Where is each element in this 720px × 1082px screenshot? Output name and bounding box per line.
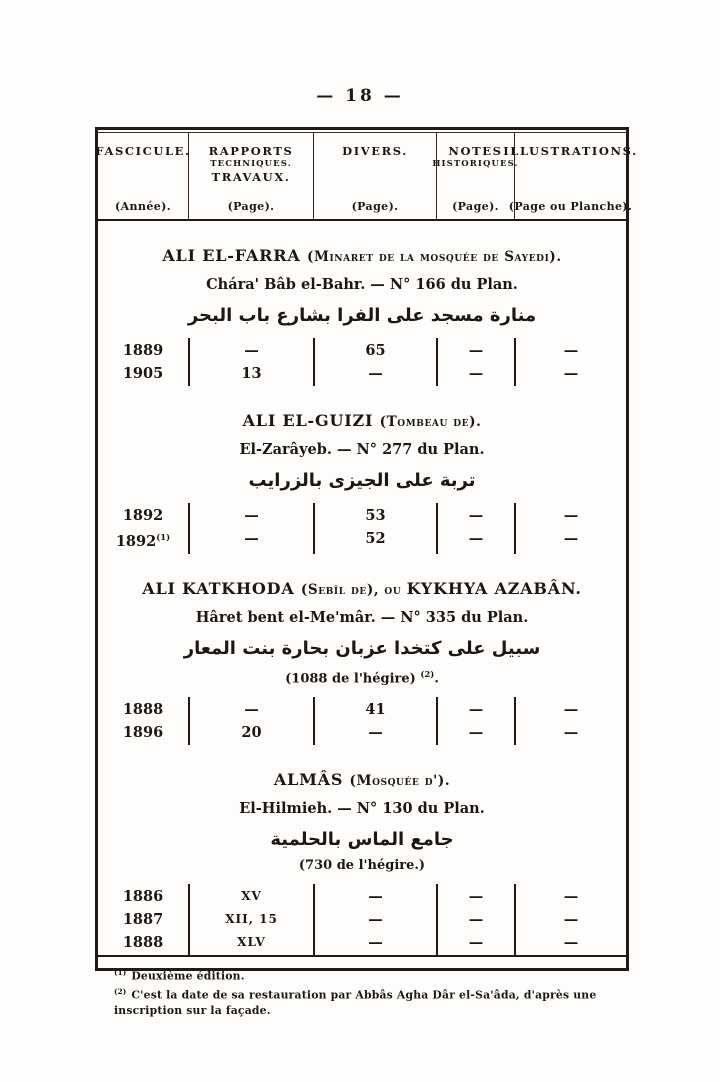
value-cell: 13: [241, 365, 262, 382]
entry-location: Hâret bent el-Me'mâr. — N° 335 du Plan.: [195, 608, 529, 626]
value-cell: 41: [365, 701, 386, 719]
footnote-ref: (2): [420, 669, 435, 680]
note-end: .: [434, 671, 439, 687]
header-label: FASCICULE.: [95, 144, 191, 158]
value-cell: —: [563, 342, 579, 359]
col-divers: [313, 503, 436, 554]
entry-name: ALMÂS: [273, 770, 350, 790]
value-cell: —: [244, 701, 259, 719]
entry-name: ALI EL-GUIZI: [242, 411, 380, 430]
entry-name: KYKHYA AZABÂN.: [406, 578, 582, 598]
value-cell: —: [563, 701, 579, 719]
value-cell: —: [563, 530, 579, 547]
header-label: DIVERS.: [342, 144, 408, 158]
header-cell-lines: [342, 144, 408, 158]
value-cell: —: [468, 724, 484, 742]
entry-title: [98, 245, 626, 268]
entry-name-detail: (Mosquée d').: [349, 773, 451, 790]
entry-date-note: [98, 666, 626, 688]
header-cell-lines: [95, 144, 190, 158]
value-cell: XLV: [237, 935, 266, 950]
entry-row-group: [98, 884, 626, 955]
year-value: 1905: [122, 365, 164, 382]
footnote-marker: (1): [114, 968, 127, 978]
col-notes-historiques: [436, 503, 514, 554]
year-value: 1896: [122, 724, 164, 742]
value-cell: —: [244, 507, 259, 524]
header-sublabel: (Année).: [115, 200, 171, 213]
year-cell: [98, 362, 188, 385]
catalog-entry: [98, 745, 626, 955]
entry-row-group: [98, 338, 626, 386]
header-cell-divers: [313, 133, 436, 219]
value-cell: —: [368, 911, 383, 929]
value-cell: —: [563, 934, 579, 952]
header-label: HISTORIQUES.: [432, 159, 519, 169]
value-cell: —: [244, 342, 259, 359]
value-cell: XV: [241, 889, 262, 904]
value-cell: —: [468, 701, 484, 719]
col-fascicule: [98, 338, 188, 386]
header-label: TRAVAUX.: [211, 170, 291, 184]
year-cell: [98, 698, 188, 721]
header-cell-lines: [209, 144, 294, 184]
value-cell: 65: [365, 342, 386, 359]
entry-name: ALI KATKHODA: [142, 578, 301, 598]
col-illustrations: [514, 503, 626, 554]
value-cell: —: [468, 530, 484, 547]
col-illustrations: [514, 884, 626, 955]
header-sublabel: (Page).: [452, 200, 499, 213]
value-cell: —: [563, 888, 579, 906]
entry-name-detail: (Minaret de la mosquée de Sayedi).: [306, 249, 562, 265]
col-notes-historiques: [436, 338, 514, 386]
value-cell: —: [468, 342, 484, 359]
footnote: [114, 965, 614, 984]
entry-arabic-name: تربة على الجيزى بالزرايب: [248, 470, 476, 491]
col-rapports-techniques: [188, 338, 313, 386]
year-cell: [98, 721, 188, 744]
year-cell: [98, 885, 188, 908]
col-notes-historiques: [436, 884, 514, 955]
note-text: (1088 de l'hégire): [285, 671, 421, 687]
value-cell: —: [468, 888, 484, 906]
value-cell: —: [368, 365, 383, 382]
value-cell: 20: [241, 724, 262, 742]
footnote: [114, 984, 614, 1019]
entry-location: El-Zarâyeb. — N° 277 du Plan.: [239, 441, 485, 458]
header-label: TECHNIQUES.: [210, 159, 292, 169]
header-cell-fascicule: [95, 133, 191, 219]
catalog-entry: [98, 221, 626, 386]
year-cell: [98, 527, 188, 553]
header-label: RAPPORTS: [208, 144, 294, 158]
header-sublabel: (Page).: [227, 200, 275, 213]
table-body: [98, 221, 626, 955]
footnotes-section: [98, 955, 626, 1029]
col-divers: [313, 884, 436, 955]
catalog-entry: [98, 554, 626, 745]
note-text: (730 de l'hégire.): [298, 858, 426, 874]
value-cell: 53: [365, 507, 386, 524]
year-cell: [98, 908, 188, 931]
year-value: 1892: [122, 507, 164, 524]
entry-title: [98, 769, 626, 792]
col-fascicule: [98, 503, 188, 554]
entry-title: [98, 578, 626, 601]
catalog-entry: [98, 386, 626, 554]
year-cell: [98, 339, 188, 362]
footnote-text: C'est la date de sa restauration par Abbâs Agha Dâr el-Sa'âda, d'après une inscription sur la façade.: [114, 988, 597, 1018]
value-cell: —: [563, 724, 579, 742]
value-cell: —: [468, 911, 484, 929]
entry-row-group: [98, 697, 626, 745]
year-cell: [98, 504, 188, 527]
col-rapports-techniques: [188, 884, 313, 955]
footnote-text: Deuxième édition.: [131, 969, 245, 983]
header-label: ILLUSTRATIONS.: [503, 144, 638, 158]
entry-arabic-name: جامع الماس بالحلمية: [270, 829, 454, 851]
value-cell: —: [563, 365, 579, 382]
value-cell: —: [368, 724, 383, 742]
footnote-ref: (1): [156, 533, 171, 543]
col-illustrations: [514, 697, 626, 745]
year-value: 1888: [122, 701, 164, 719]
entry-location: El-Hilmieh. — N° 130 du Plan.: [239, 800, 485, 818]
header-label: NOTES: [448, 144, 503, 158]
catalog-table: [95, 127, 638, 1018]
year-value: 1889: [122, 342, 164, 359]
col-divers: [313, 338, 436, 386]
header-cell-lines: [503, 144, 637, 158]
value-cell: —: [563, 507, 579, 524]
entry-arabic-name: منارة مسجد على الفرا بشارع باب البحر: [187, 305, 537, 326]
value-cell: —: [468, 934, 484, 952]
entry-name-detail: (Tombeau de).: [379, 414, 482, 430]
entry-name: ALI EL-FARRA: [162, 246, 307, 265]
page-number: — 18 —: [316, 86, 404, 106]
header-cell-rapports-techniques: [188, 133, 313, 219]
value-cell: 52: [365, 530, 386, 547]
header-sublabel: (Page).: [351, 200, 399, 213]
header-cell-illustrations: [503, 133, 638, 219]
value-cell: —: [563, 911, 579, 929]
value-cell: XII, 15: [225, 912, 278, 927]
year-value: 1892: [115, 532, 157, 550]
col-fascicule: [98, 697, 188, 745]
entry-title: [98, 410, 626, 433]
value-cell: —: [468, 365, 484, 382]
value-cell: —: [368, 888, 383, 906]
entry-row-group: [98, 503, 626, 554]
year-value: 1888: [122, 934, 164, 952]
value-cell: —: [244, 530, 259, 547]
entry-location: Chára' Bâb el-Bahr. — N° 166 du Plan.: [206, 276, 518, 293]
col-divers: [313, 697, 436, 745]
year-cell: [98, 931, 188, 954]
table-header-row: [95, 133, 638, 221]
col-rapports-techniques: [188, 697, 313, 745]
header-sublabel: (Page ou Planche).: [508, 200, 633, 213]
col-notes-historiques: [436, 697, 514, 745]
entry-date-note: [98, 857, 626, 875]
col-illustrations: [514, 338, 626, 386]
footnote-marker: (2): [114, 987, 127, 997]
col-fascicule: [98, 884, 188, 955]
year-value: 1886: [122, 888, 164, 906]
entry-name-detail: (Sebîl de), ou: [300, 581, 407, 598]
year-value: 1887: [122, 911, 164, 929]
value-cell: —: [368, 934, 383, 952]
value-cell: —: [468, 507, 484, 524]
entry-arabic-name: سبيل على كتخدا عزبان بحارة بنت المعار: [183, 637, 541, 659]
col-rapports-techniques: [188, 503, 313, 554]
